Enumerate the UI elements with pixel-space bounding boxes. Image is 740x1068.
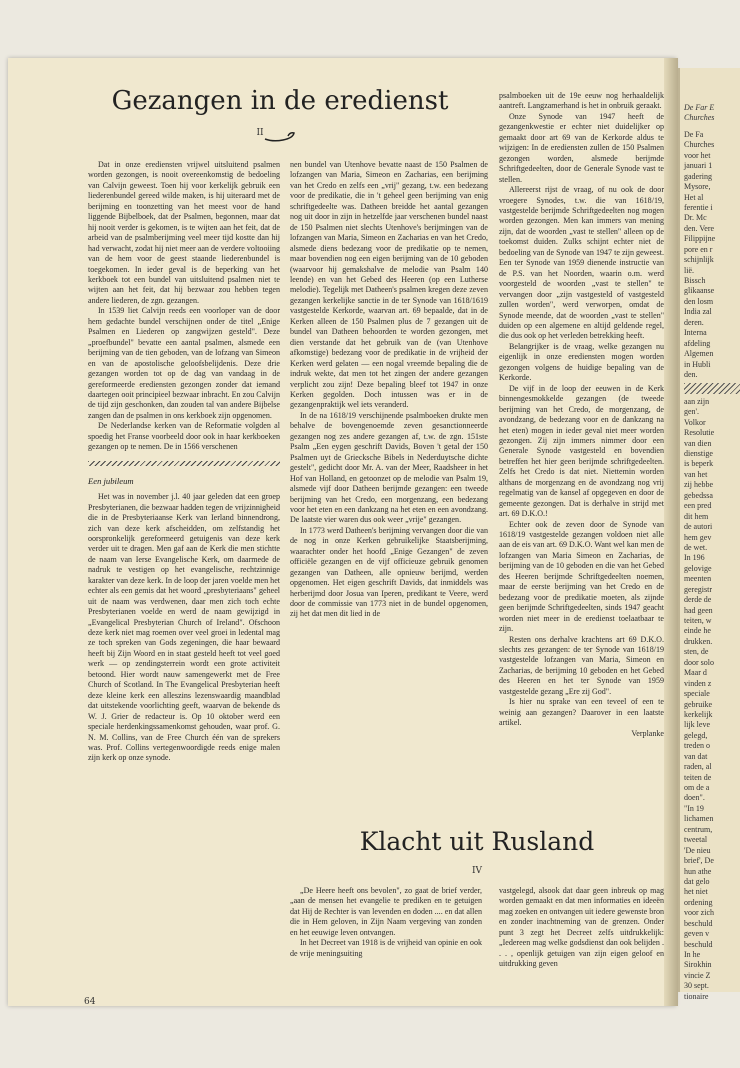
- right-page-line: den. Vere: [684, 223, 715, 233]
- right-page-text: [684, 103, 740, 1002]
- right-page-line: gadering: [684, 171, 712, 181]
- article-title-gezangen: [100, 84, 460, 152]
- right-page-line: derde de: [684, 595, 712, 605]
- right-page-line: Filippijne: [684, 234, 716, 244]
- paragraph: De Nederlandse kerken van de Reformatie volgden al spoedig het Franse voorbeeld door ook in haar kerkboeken gezangen op te nemen. De in 1566 verschenen: [88, 421, 280, 452]
- right-page-line: hun athe: [684, 866, 712, 876]
- right-page-line: het niet: [684, 887, 708, 897]
- right-page-line: ordening: [684, 897, 713, 907]
- section-divider: [684, 383, 740, 393]
- right-page-line: gebruike: [684, 699, 712, 709]
- right-page-line: een pred: [684, 501, 712, 511]
- paragraph: psalmboeken uit de 19e eeuw nog herhaaldelijk aantreft. Langzamerhand is het in onbruik geraakt.: [499, 91, 664, 111]
- right-page-line: speciale: [684, 689, 710, 699]
- right-page-line: India zal: [684, 307, 712, 317]
- right-page-line: beschuld: [684, 939, 713, 949]
- section-heading-jubileum: Een jubileum: [88, 475, 134, 486]
- right-page-line: geven v: [684, 929, 710, 939]
- right-page-line: Churches: [684, 140, 715, 150]
- author-signature: Verplanke: [631, 728, 664, 738]
- paragraph: Het was in november j.l. 40 jaar geleden dat een groep Presbyterianen, die bezwaar hadden tegen de vrijzinnigheid die in de Presbyteriaanse Kerk van Ierland binnendrong, zich van deze kerk afscheidden, om zelfstandig het oorspronkelijk gereformeerd getuigenis van deze kerk verder uit te dragen. Men gaf aan de Kerk die men stichtte de naam van Ierse Evangelische Kerk, om daarmede de nadruk te vestigen op het evangelische, rechtzinnige karakter van deze kerk. In de loop der jaren voelde men het echter als een gemis dat het woord „presbyteriaans" geheel uit de naam was verdwenen, daar men zich toch echte Presbyterianen voelde en werd de naam gewijzigd in „Evangelical Presbyterian Church of Ireland". Ofschoon deze kerk niet mag roemen over veel groei in ledental mag ze toch spreken van Gods zegeningen, die haar bewaard heeft bij Zijn Woord en in staat gesteld heeft tot veel goed werk — op zendingsterrein wordt een grote activiteit betoond. Hier wordt nauw samengewerkt met de Free Church of Scotland. In The Evangelical Presbyterian heeft deze kleine kerk een alleszins lezenswaardig maandblad dat uitstekende voorlichting geeft, waarvan de bekende ds W. J. Grier de redacteur is. Op 10 oktober werd een speciale herdenkingssamenkomst gehouden, waar prof. G. N. M. Collins, van de Free Church één van de sprekers was. Prof. Collins vertegenwoordigde reeds enige malen zijn kerk op onze synode.: [88, 492, 280, 763]
- right-page-line: afdeling: [684, 338, 711, 348]
- right-page-line: glikaanse: [684, 286, 715, 296]
- right-page-line: hem gev: [684, 532, 712, 542]
- right-page-line: gelovige: [684, 563, 712, 573]
- right-page-header: Churches: [684, 113, 715, 123]
- right-page-line: teiten de: [684, 772, 712, 782]
- right-page-line: meenten: [684, 574, 712, 584]
- right-page-line: doen".: [684, 793, 705, 803]
- right-page-line: aan zijn: [684, 396, 710, 406]
- right-page-line: dit hem: [684, 511, 709, 521]
- right-page-line: 'De nieu: [684, 845, 711, 855]
- right-page-line: Algemen: [684, 349, 714, 359]
- right-page-line: de wet.: [684, 542, 708, 552]
- right-page-line: de autori: [684, 522, 713, 532]
- right-page-line: brief', De: [684, 856, 714, 866]
- right-page-line: in Hubli: [684, 359, 711, 369]
- right-page-line: lijk leve: [684, 720, 710, 730]
- right-page-block: [684, 130, 740, 381]
- right-page-line: dienstige: [684, 449, 713, 458]
- right-page-line: lichamen: [684, 814, 714, 824]
- right-page-line: van dien: [684, 438, 712, 448]
- right-page-edge: [678, 68, 740, 1001]
- right-page-line: beschuld: [684, 918, 713, 928]
- article2-column-left: [290, 886, 482, 959]
- right-page-line: gen'.: [684, 407, 699, 417]
- right-page-line: had geen: [684, 605, 713, 615]
- right-page-line: teiten, w: [684, 616, 712, 625]
- right-page-line: is beperk: [684, 459, 714, 469]
- right-page-line: Het al: [684, 192, 704, 202]
- right-page-line: Volkor: [684, 417, 706, 427]
- right-page-line: zij hebbe: [684, 480, 714, 490]
- right-page-line: deren.: [684, 317, 704, 327]
- right-page-line: geregistr: [684, 584, 712, 594]
- right-page-line: lië.: [684, 265, 694, 275]
- article2-column-right: [499, 886, 664, 970]
- article-column-2: [290, 160, 488, 620]
- right-page-line: In 196: [684, 553, 705, 563]
- article-part-number: II: [256, 128, 264, 138]
- page-gutter: [664, 58, 678, 1006]
- right-page-line: voor zich: [684, 908, 714, 918]
- article-column-3: [499, 91, 664, 739]
- article-part-number: IV: [471, 866, 483, 876]
- right-page-line: "In 19: [684, 803, 704, 813]
- page-number: 64: [84, 997, 96, 1007]
- right-page-line: den losm: [684, 296, 714, 306]
- right-page-line: sten, de: [684, 647, 709, 657]
- right-page-line: Mysore,: [684, 182, 711, 192]
- right-page-line: van dat: [684, 751, 708, 761]
- paragraph: In de na 1618/19 verschijnende psalmboeken drukte men behalve de bovengenoemde zeven gesanctionneerde gezangen nog zes andere gezangen af, t.w. de zgn. 151ste Psalm „Een eygen geschrift Davids, Boven 't getal der 150 Psalmen uyt de Griecksche Bibels in Nederduytsche dichte gestelt", gedicht door Mr. A. van der Meer, Raadsheer in het Hof van Holland, en getoonzet op de melodie van Psalm 19, alsmede vijf door Datheen berijmde gezangen: een tweede berijming van het Credo, een morgenzang, een bedezang voor het eten en een dankzang na het eten en een avondzang. De laatste vier waren dus ook weer „vrije" gezangen.: [290, 410, 488, 525]
- paragraph: Allereerst rijst de vraag, of nu ook de door vroegere Synodes, t.w. die van 1618/19, vastgestelde berijmde Schriftgedeelten nog mogen worden gezongen. Men kan immers van mening zijn, dat de woorden „vast te stellen" alleen op de toekomst duiden. Zulks schijnt echter niet de bedoeling van de Synode van 1947 te zijn geweest. Een ter Synode van 1959 dienende instructie van de P.S. van het Noorden, waarin o.m. werd voorgesteld de woorden „vast te stellen" te vervangen door „zijn vastgesteld of vastgesteld zullen worden", werd verworpen, omdat de Synode meende, dat de woorden „vast te stellen" duiden op een algemene en altijd geldende regel, die dus ook op het verleden betrekking heeft.: [499, 185, 664, 341]
- right-page-line: den.: [684, 369, 698, 379]
- right-page-line: centrum,: [684, 824, 713, 834]
- paragraph: Onze Synode van 1947 heeft de gezangenkwestie er echter niet duidelijker op gemaakt door art 69 van de Kerkorde aldus te wijzigen: In de erediensten zullen de 150 Psalmen gezongen worden, alsmede berijmde Schriftgedeelten, door de Generale Synode vast te stellen.: [499, 111, 664, 184]
- right-page-line: door solo: [684, 657, 714, 667]
- right-page-line: treden o: [684, 741, 710, 751]
- right-page-line: einde he: [684, 626, 711, 636]
- right-page-header: De Far E: [684, 103, 715, 112]
- right-page-line: De Fa: [684, 129, 704, 139]
- right-page-line: schijnlijk: [684, 255, 714, 265]
- right-page-line: In he: [684, 950, 701, 959]
- right-page-block: [684, 397, 740, 1002]
- section-divider: [88, 461, 280, 466]
- paragraph: In 1539 liet Calvijn reeds een voorloper van de door hem gedachte bundel verschijnen onder de titel „Enige Psalmen en Liederen op zangwijzen gesteld". Deze „proefbundel" bevatte een aantal psalmen, alsmede een berijming van de tien geboden, van de lofzang van Simeon en van de apostolische geloofsbelijdenis. Deze drie gezangen worden tot op de dag van vandaag in de gereformeerde erediensten gezongen zonder dat iemand daartegen ooit principieel bezwaar inbracht. En zou Calvijn de tijd zijn geschonken, dan zouden tal van andere Bijbelse zangen dan de psalmen in ons kerkboek zijn opgenomen.: [88, 306, 280, 420]
- right-page-line: raden, al: [684, 762, 712, 772]
- right-page-line: vinden z: [684, 678, 712, 688]
- paragraph: Resten ons derhalve krachtens art 69 D.K.O. slechts zes gezangen: de ter Synode van 1618/19 vastgestelde lofzangen van Maria, Simeon en Zacharias, de berijming 10 geboden en het Gebed des Heeren en het ter Synode van 1959 vastgestelde gezang „Ere zij God".: [499, 634, 664, 696]
- right-page-line: Maar d: [684, 668, 707, 678]
- right-page-line: tionaire: [684, 991, 709, 1001]
- paragraph: „De Heere heeft ons bevolen", zo gaat de brief verder, „aan de mensen het evangelie te prediken en te getuigen dat Hij de Rechter is van levenden en doden .... en dat allen die in Hem geloven, in Zijn Naam vergeving van zonden en het eeuwige leven ontvangen.: [290, 886, 482, 937]
- paragraph: In het Decreet van 1918 is de vrijheid van opinie en ook de vrije meningsuiting: [290, 938, 482, 958]
- right-page-line: ferentie i: [684, 202, 713, 212]
- right-page-line: Sirokhin: [684, 960, 712, 970]
- right-page-line: Resolutie: [684, 428, 715, 438]
- paragraph: Echter ook de zeven door de Synode van 1618/19 vastgestelde gezangen voldoen niet alle aan de eis van art. 69 D.K.O. Want wel kan men de lofzangen van Maria Simeon en Zacharias, de berijming van de 10 geboden en die van het Gebed des Heeren berijmde Schriftgedeelten noemen, maar de eerste berijming van het Credo en de bedezang voor de predikatie moeten, als zijnde geen berijmde Schriftgedeelten, sinds 1947 geacht worden niet meer in de eredienst toelaatbaar te zijn.: [499, 519, 664, 634]
- paragraph: De vijf in de loop der eeuwen in de Kerk binnengesmokkelde gezangen (de tweede berijming van het Credo, de morgenzang, de avondzang, de bedezang voor en de dankzang na het eten) mogen in ieder geval niet meer worden gezongen. Zij zijn immers nimmer door een Generale Synode vastgesteld en bovendien betreffen het hier geen berijmde schriftgedeelten. Zelfs het Credo is dat niet. Niettemin worden althans de morgenzang en de avondzang nog vrij regelmatig van de kansel af opgegeven en door de gemeente gezongen. Dat is derhalve in strijd met art. 69 D.K.O.!: [499, 383, 664, 519]
- right-page-line: tweetal: [684, 835, 708, 845]
- right-page-line: gelegd,: [684, 730, 708, 740]
- right-page-line: van het: [684, 469, 708, 479]
- right-page-line: Dr. Mc: [684, 213, 707, 223]
- right-page-line: voor het: [684, 150, 711, 160]
- right-page-line: kerkelijk: [684, 709, 713, 719]
- right-page-line: pore en r: [684, 244, 713, 254]
- article-column-1: [88, 160, 280, 764]
- right-page-line: vincie Z: [684, 970, 711, 980]
- right-page-line: drukken.: [684, 636, 713, 646]
- right-page-line: 30 sept.: [684, 981, 709, 991]
- right-page-line: januari 1: [684, 161, 713, 171]
- right-page-line: om de a: [684, 783, 710, 792]
- article-title-text: Gezangen in de eredienst: [111, 86, 449, 116]
- right-page-line: Bissch: [684, 276, 706, 285]
- article-title-klacht: Klacht uit Rusland: [359, 827, 595, 856]
- right-page-line: gebedssa: [684, 490, 713, 500]
- paragraph: In 1773 werd Datheen's berijming vervangen door die van de nog in onze Kerken gebruikelijke Staatsberijming, waarachter onder het hoofd „Enige Gezangen" de zeven officiële gezangen en de vijf officieuze gebruik genomen gezangen van Datheen, alle opnieuw berijmd, werden opgenomen. Het eigen geschrift Davids, dat inmiddels was herberijmd door Josua van Iperen, predikant te Veere, werd door de commissie van 1773 niet in de bundel opgenomen, zij het dat men dit lied in de: [290, 525, 488, 619]
- paragraph: Is hier nu sprake van een teveel of een te weinig aan gezangen? Daarover in een laatste artikel.: [499, 697, 664, 728]
- right-page-line: Interna: [684, 328, 707, 338]
- paragraph: nen bundel van Utenhove bevatte naast de 150 Psalmen de lofzangen van Maria, Simeon en Zacharias, een berijming van het Credo en zelfs een „vrij" gezang, t.w. een bedezang voor de predikatie, die in 't geheel geen berijming van enig schriftgedeelte was. Datheen breidde het aantal gezangen nog uit door in zijn in hetzelfde jaar verschenen bundel naast de 150 Psalmen niet slechts Utenhove's berijmingen van de lofzangen van Maria, Simeon en Zacharias en van het Credo, alsmede diens bedezang voor de predikatie op te nemen, maar bovendien nog een eigen berijming van de 10 geboden (waarvoor hij gemakshalve de melodie van Psalm 140 leende) en van het Gebed des Heeren (op een Lutherse melodie). Tegelijk met Datheen's psalmen kregen deze zeven gezangen kerkelijke sanctie in de ter Synode van 1618/1619 vastgestelde Kerkorde, waarvan art. 69 bepaalde, dat in de Kerken alleen de 150 Psalmen plus de 7 gezangen uit de bundel van Datheen behoorden te worden gezongen, met dien verstande dat het gebruik van de (van Utenhove afkomstige) bedezang voor de predikatie in de vrijheid der Kerken werd gelaten — een nogal vreemde bepaling die de indruk wekte, dat men tot het zingen der andere gezangen verplicht zou zijn! Deze bepaling bleef tot 1947 in onze Kerken gegolden. Doch intussen was er in de gezangenpraktijk wel iets veranderd.: [290, 160, 488, 410]
- paragraph: Belangrijker is de vraag, welke gezangen nu eigenlijk in onze erediensten mogen worden gezongen volgens de huidige bepaling van de Kerkorde.: [499, 341, 664, 383]
- paragraph: Dat in onze erediensten vrijwel uitsluitend psalmen worden gezongen, is nooit overeenkomstig de bedoeling van Calvijn geweest. Toen hij voor kerkelijk gebruik een liederenbundel gereed wilde maken, is hij uiteraard met de berijming en toonzetting van het meest voor de hand liggende Bijbelboek, dat der Psalmen, begonnen, maar dat hij nooit verder is gekomen, is te wijten aan het feit, dat de arbeid van de psalmberijming veel meer tijd kostte dan hij had verwacht, zodat hij niet meer aan de verdere voltooiing van de hem voor de geest staande liederenbundel is toegekomen. In ieder geval is de beperking van het kerkboek tot een bundel van uitsluitend psalmen niet te wijten aan het feit, dat hij bezwaar zou hebben tegen andere liederen, de zgn. gezangen.: [88, 160, 280, 305]
- right-page-line: dat gelo: [684, 876, 710, 886]
- paragraph: vastgelegd, alsook dat daar geen inbreuk op mag worden gemaakt en dat men informaties en ideeën mag zoeken en ontvangen uit iedere gewenste bron en zonder inachtneming van de grenzen. Onder punt 3 zegt het Decreet zelfs uitdrukkelijk: „Iedereen mag welke godsdienst dan ook belijden . . . , openlijk getuigen van zijn eigen geloof en uitdrukking geven: [499, 886, 664, 969]
